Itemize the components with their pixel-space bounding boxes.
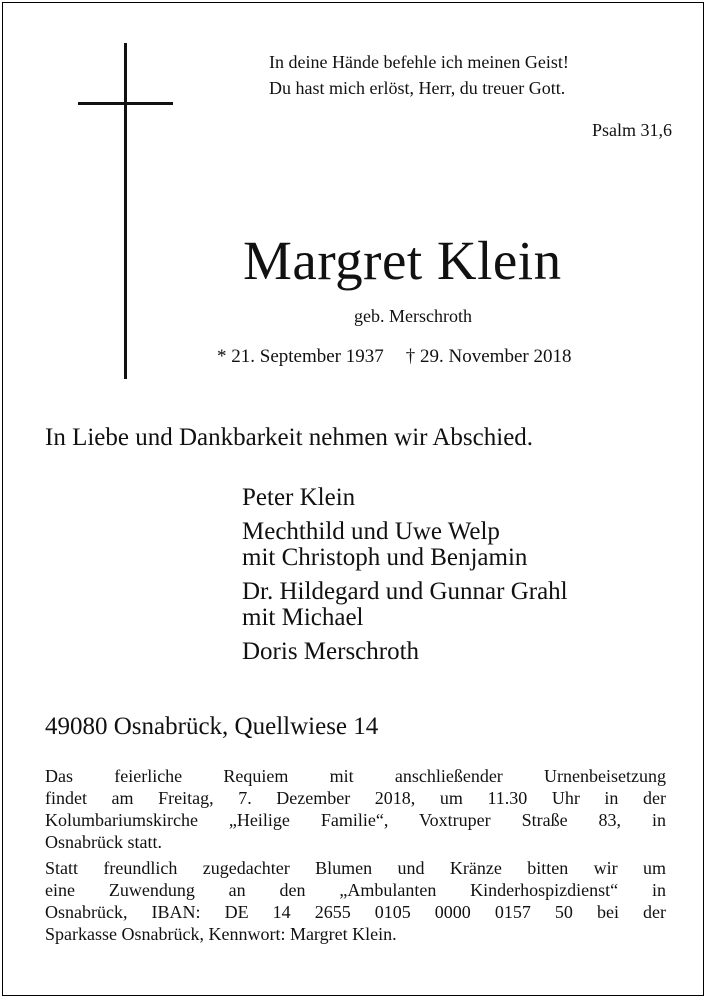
requiem-notice — [45, 765, 666, 853]
verse-line: In deine Hände befehle ich meinen Geist! — [269, 52, 569, 72]
bible-verse — [269, 49, 679, 101]
notice-line: eine Zuwendung an den „Ambulanten Kinderhospizdienst“ in — [45, 880, 666, 900]
notices — [45, 765, 666, 949]
notice-line: Kolumbariumskirche „Heilige Familie“, Voxtruper Straße 83, in — [45, 810, 666, 830]
family-address: 49080 Osnabrück, Quellwiese 14 — [45, 713, 379, 740]
notice-line: Das feierliche Requiem mit anschließender Urnenbeisetzung — [45, 766, 666, 786]
cross-icon-horizontal-bar — [78, 102, 173, 105]
mourner-line: Peter Klein — [242, 484, 356, 511]
verse-line: Du hast mich erlöst, Herr, du treuer Gott. — [269, 78, 566, 98]
notice-line: Statt freundlich zugedachter Blumen und Kränze bitten wir um — [45, 858, 666, 878]
mourner-line: mit Michael — [242, 604, 364, 631]
mourner-entry — [242, 639, 682, 665]
birth-date: * 21. September 1937 — [217, 346, 384, 367]
farewell-statement: In Liebe und Dankbarkeit nehmen wir Abschied. — [45, 424, 534, 451]
mourner-line: Doris Merschroth — [242, 638, 420, 665]
mourner-line: Dr. Hildegard und Gunnar Grahl — [242, 578, 568, 605]
life-dates — [217, 345, 571, 369]
deceased-name: Margret Klein — [243, 230, 562, 291]
notice-line: Osnabrück statt. — [45, 832, 162, 852]
cross-icon-vertical-bar — [124, 43, 127, 379]
donation-notice — [45, 857, 666, 945]
mourner-entry — [242, 579, 682, 631]
obituary-notice — [2, 2, 704, 996]
mourner-entry — [242, 519, 682, 571]
notice-line: Sparkasse Osnabrück, Kennwort: Margret Klein. — [45, 924, 397, 944]
verse-source: Psalm 31,6 — [591, 120, 672, 140]
mourner-line: Mechthild und Uwe Welp — [242, 518, 500, 545]
mourner-line: mit Christoph und Benjamin — [242, 544, 528, 571]
maiden-name: geb. Merschroth — [354, 306, 472, 326]
mourners-list — [242, 485, 682, 673]
notice-line: Osnabrück, IBAN: DE 14 2655 0105 0000 0157 50 bei der — [45, 902, 666, 922]
notice-line: findet am Freitag, 7. Dezember 2018, um 11.30 Uhr in der — [45, 788, 666, 808]
death-date: † 29. November 2018 — [405, 346, 572, 367]
mourner-entry — [242, 485, 682, 511]
